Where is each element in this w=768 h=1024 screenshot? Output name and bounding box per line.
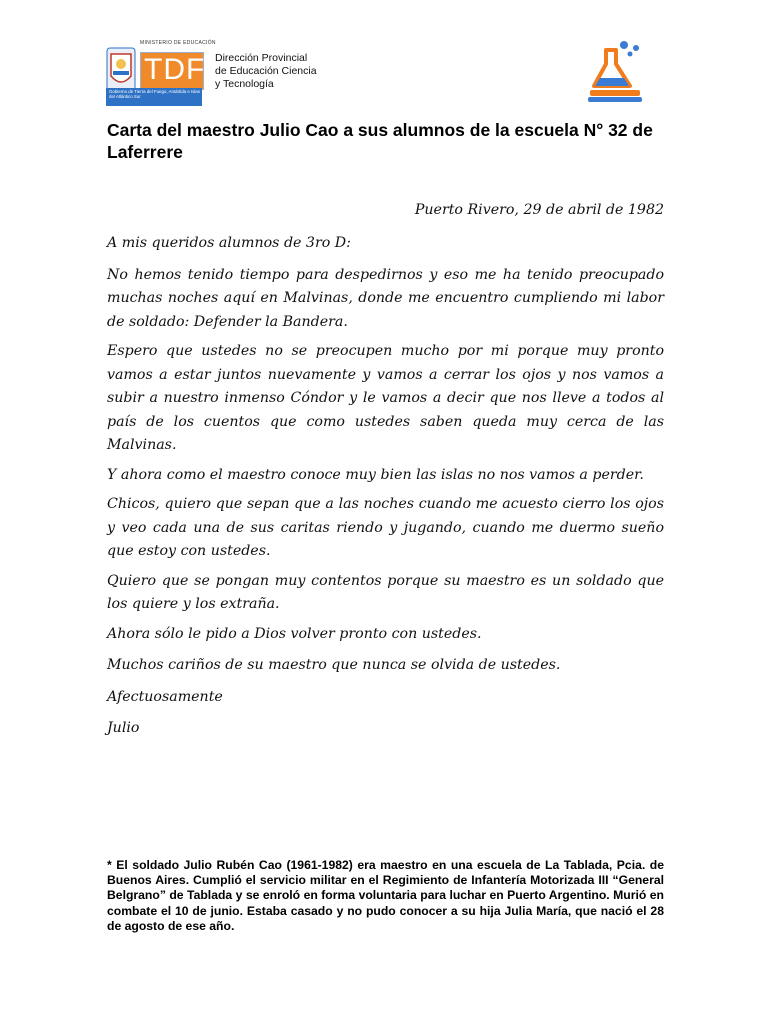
letter-body	[107, 200, 664, 747]
letter-closing: Afectuosamente	[107, 688, 223, 705]
direction-label	[215, 52, 317, 91]
letter-paragraph-5: Quiero que se pongan muy contentos porque su maestro es un soldado que los quiere y los extraña.	[107, 572, 664, 612]
direction-line-3: y Tecnología	[215, 78, 274, 90]
government-strip	[106, 88, 202, 106]
tdf-logo-text: TDF	[144, 53, 206, 86]
letter-paragraph-6: Ahora sólo le pido a Dios volver pronto con ustedes.	[107, 625, 482, 642]
letter-date: Puerto Rivero, 29 de abril de 1982	[414, 202, 664, 218]
letter-greeting: A mis queridos alumnos de 3ro D:	[107, 235, 351, 251]
direction-line-2: de Educación Ciencia	[215, 65, 317, 77]
document-header	[106, 40, 666, 106]
letter-paragraph-7: Muchos cariños de su maestro que nunca se olvida de ustedes.	[107, 657, 561, 673]
letter-paragraph-3: Y ahora como el maestro conoce muy bien las islas no nos vamos a perder.	[107, 466, 644, 483]
science-flask-book-icon	[584, 40, 654, 106]
letter-paragraph-4: Chicos, quiero que sepan que a las noches cuando me acuesto cierro los ojos y veo cada una de sus caritas riendo y jugando, cuando me duermo sueño que estoy con ustedes.	[107, 496, 664, 559]
letter-paragraph-1: No hemos tenido tiempo para despedirnos y eso me ha tenido preocupado muchas noches aquí en Malvinas, donde me encuentro cumpliendo mi labor de soldado: Defender la Bandera.	[107, 266, 664, 330]
direction-line-1: Dirección Provincial	[215, 52, 308, 64]
letter-signature: Julio	[107, 720, 140, 736]
footnote: * El soldado Julio Rubén Cao (1961-1982) era maestro en una escuela de La Tablada, Pcia. de Buenos Aires. Cumplió el servicio militar en el Regimiento de Infantería Motorizada III “General Belgrano” de Tablada y se enroló en forma voluntaria para luchar en Puerto Argentino. Murió en combate el 10 de junio. Estaba casado y no pudo conocer a su hija Julia María, que nació el 28 de agosto de ese año.	[107, 858, 664, 933]
document-title: Carta del maestro Julio Cao a sus alumnos de la escuela N° 32 de Laferrere	[107, 120, 653, 162]
letter-paragraph-2: Espero que ustedes no se preocupen mucho por mi porque muy pronto vamos a estar juntos nuevamente y vamos a cerrar los ojos y nos vamos a subir a nuestro inmenso Cóndor y le vamos a decir que nos lleve a todos al país de los cuentos que como ustedes saben queda muy cerca de las Malvinas.	[107, 343, 664, 453]
ministry-label: MINISTERIO DE EDUCACIÓN	[140, 40, 216, 46]
government-strip-text: Gobierno de Tierra del Fuego, Antártida e Islas del Atlántico Sur	[109, 89, 201, 100]
